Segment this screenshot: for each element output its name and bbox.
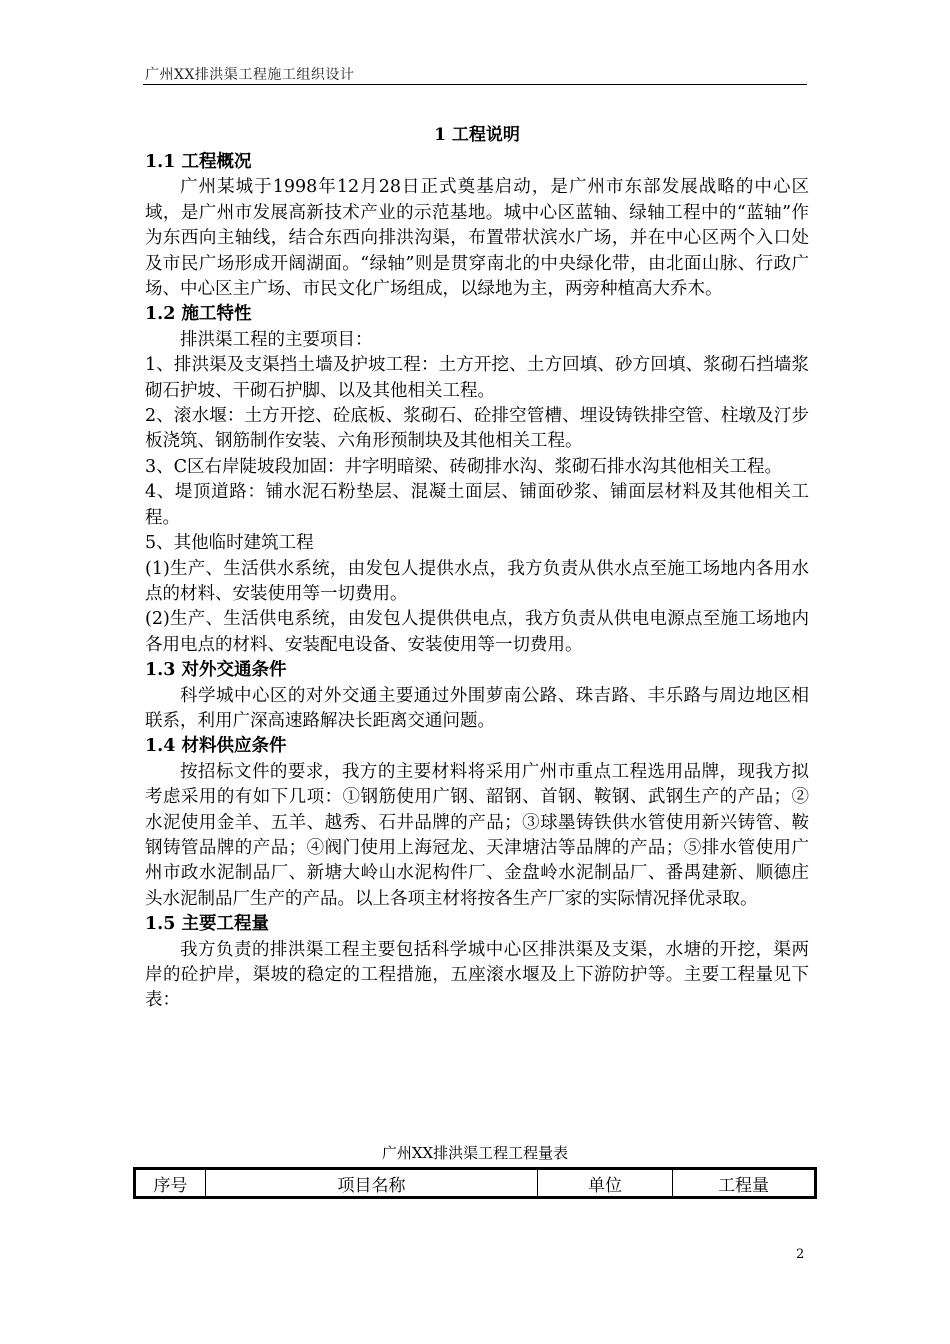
section-heading-1-4: 1.4 材料供应条件 bbox=[145, 736, 287, 757]
column-header-unit: 单位 bbox=[538, 1169, 673, 1198]
column-header-item-name: 项目名称 bbox=[206, 1169, 538, 1198]
list-item-2: 2、滚水堰：土方开挖、砼底板、浆砌石、砼排空管槽、埋设铸铁排空管、柱墩及汀步板浇筑、钢筋制作安装、六角形预制块及其他相关工程。 bbox=[145, 406, 809, 452]
section-heading-1-5: 1.5 主要工程量 bbox=[145, 914, 270, 935]
paragraph-quantities: 我方负责的排洪渠工程主要包括科学城中心区排洪渠及支渠，水塘的开挖，渠两岸的砼护岸，渠坡的稳定的工程措施，五座滚水堰及上下游防护等。主要工程量见下表： bbox=[145, 939, 809, 1011]
quantity-table bbox=[133, 1167, 817, 1199]
document-body bbox=[145, 123, 809, 1014]
section-heading-1-2: 1.2 施工特性 bbox=[145, 304, 252, 325]
section-heading-1-3: 1.3 对外交通条件 bbox=[145, 660, 287, 681]
list-item-5: 5、其他临时建筑工程 bbox=[145, 533, 314, 554]
chapter-title: 1 工程说明 bbox=[434, 125, 520, 145]
section-heading-1-1: 1.1 工程概况 bbox=[145, 152, 252, 172]
header-divider bbox=[143, 84, 807, 85]
table-header-row bbox=[135, 1169, 816, 1198]
paragraph-traffic: 科学城中心区的对外交通主要通过外围萝南公路、珠吉路、丰乐路与周边地区相联系，利用广深高速路解决长距离交通问题。 bbox=[145, 685, 809, 731]
list-item-1: 1、排洪渠及支渠挡土墙及护坡工程：土方开挖、土方回填、砂方回填、浆砌石挡墙浆砌石护坡、干砌石护脚、以及其他相关工程。 bbox=[145, 355, 809, 401]
paragraph-main-items-intro: 排洪渠工程的主要项目： bbox=[180, 329, 373, 350]
running-header: 广州XX排洪渠工程施工组织设计 bbox=[145, 67, 355, 83]
list-item-5-1: (1)生产、生活供水系统，由发包人提供水点，我方负责从供水点至施工场地内各用水点的材料、安装使用等一切费用。 bbox=[145, 558, 809, 604]
column-header-quantity: 工程量 bbox=[673, 1169, 816, 1198]
list-item-5-2: (2)生产、生活供电系统，由发包人提供供电点，我方负责从供电电源点至施工场地内各用电点的材料、安装配电设备、安装使用等一切费用。 bbox=[145, 609, 809, 655]
list-item-3: 3、C区右岸陡坡段加固：井字明暗梁、砖砌排水沟、浆砌石排水沟其他相关工程。 bbox=[145, 456, 783, 477]
table-caption: 广州XX排洪渠工程工程量表 bbox=[381, 1144, 569, 1162]
paragraph-materials: 按招标文件的要求，我方的主要材料将采用广州市重点工程选用品牌，现我方拟考虑采用的有如下几项：①钢筋使用广钢、韶钢、首钢、鞍钢、武钢生产的产品；②水泥使用金羊、五羊、越秀、石井品牌的产品；③球墨铸铁供水管使用新兴铸管、鞍钢铸管品牌的产品；④阀门使用上海冠龙、天津塘沽等品牌的产品；⑤排水管使用广州市政水泥制品厂、新塘大岭山水泥构件厂、金盘岭水泥制品厂、番禺建新、顺德庄头水泥制品厂生产的产品。以上各项主材将按各生产厂家的实际情况择优录取。 bbox=[145, 761, 809, 909]
list-item-4: 4、堤顶道路：铺水泥石粉垫层、混凝土面层、铺面砂浆、铺面层材料及其他相关工程。 bbox=[145, 482, 809, 528]
column-header-index: 序号 bbox=[135, 1169, 206, 1198]
paragraph-project-overview: 广州某城于1998年12月28日正式奠基启动，是广州市东部发展战略的中心区域，是广州市发展高新技术产业的示范基地。城中心区蓝轴、绿轴工程中的“蓝轴”作为东西向主轴线，结合东西向排洪沟渠，布置带状滨水广场，并在中心区两个入口处及市民广场形成开阔湖面。“绿轴”则是贯穿南北的中央绿化带，由北面山脉、行政广场、中心区主广场、市民文化广场组成，以绿地为主，两旁种植高大乔木。 bbox=[145, 177, 809, 300]
page-number: 2 bbox=[796, 1247, 805, 1262]
